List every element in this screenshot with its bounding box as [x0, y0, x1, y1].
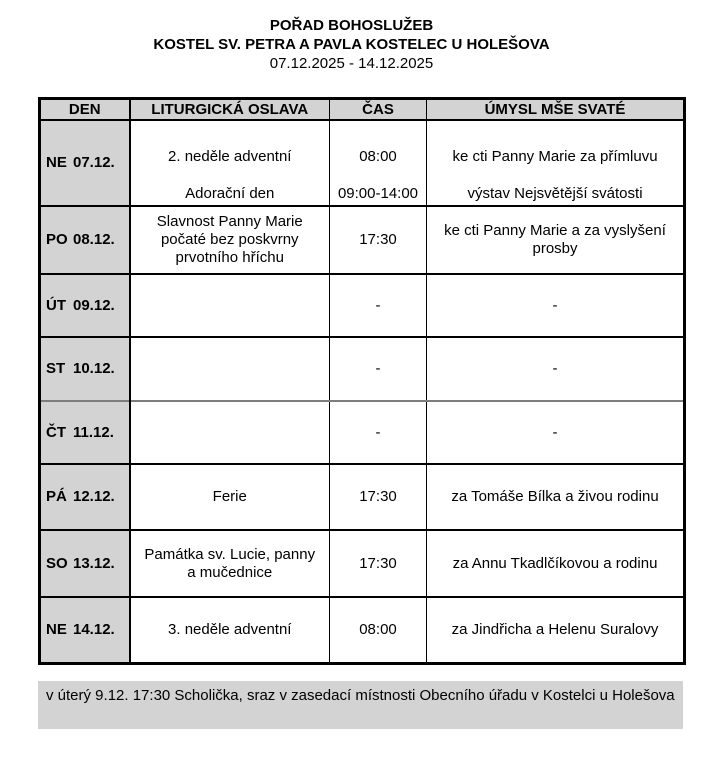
intention-cell: ke cti Panny Marie a za vyslyšení prosby: [427, 206, 685, 274]
table-row: [40, 120, 685, 206]
doc-date-range: 07.12.2025 - 14.12.2025: [269, 55, 434, 72]
intention-cell: za Annu Tkadlčíkovou a rodinu: [427, 530, 685, 597]
day-date: 10.12.: [73, 360, 115, 377]
celebration-cell: [130, 274, 330, 337]
day-abbr: NE: [46, 154, 67, 171]
intention-cell: za Jindřicha a Helenu Suralovy: [427, 597, 685, 663]
day-date: 11.12.: [73, 423, 114, 441]
day-date: 13.12.: [73, 554, 115, 572]
day-cell: [40, 337, 130, 401]
day-abbr: ÚT: [46, 296, 66, 314]
table-row: [40, 206, 685, 274]
day-cell: [40, 597, 130, 663]
intention-line-1: ke cti Panny Marie za přímluvu: [452, 148, 658, 165]
day-abbr: PÁ: [46, 488, 67, 505]
time-cell: 17:30: [330, 206, 427, 274]
celebration-cell: 3. neděle adventní: [130, 597, 330, 663]
column-header-cas: ČAS: [330, 99, 427, 121]
celebration-line-1: 2. neděle adventní: [168, 148, 292, 165]
day-cell: [40, 530, 130, 597]
intention-line-2: výstav Nejsvětější svátosti: [467, 185, 643, 202]
time-cell: -: [330, 274, 427, 337]
day-date: 14.12.: [73, 620, 115, 638]
schedule-table: [38, 97, 686, 665]
celebration-cell: Slavnost Panny Marie počaté bez poskvrny prvotního hříchu: [130, 206, 330, 274]
doc-subtitle: KOSTEL SV. PETRA A PAVLA KOSTELEC U HOLEŠOVA: [153, 36, 550, 53]
day-date: 09.12.: [73, 296, 115, 314]
time-cell: [330, 120, 427, 206]
celebration-cell: [130, 337, 330, 401]
table-row: [40, 274, 685, 337]
doc-title: POŘAD BOHOSLUŽEB: [269, 17, 434, 34]
column-header-umysl-mse-svate: ÚMYSL MŠE SVATÉ: [427, 99, 685, 121]
day-date: 08.12.: [73, 231, 115, 248]
time-cell: -: [330, 337, 427, 401]
day-cell: [40, 206, 130, 274]
column-header-liturgicka-oslava: LITURGICKÁ OSLAVA: [130, 99, 330, 121]
celebration-cell: [130, 401, 330, 464]
celebration-line-2: Adorační den: [185, 185, 275, 202]
celebration-cell: [130, 120, 330, 206]
day-abbr: ST: [46, 360, 66, 377]
time-cell: 08:00: [330, 597, 427, 663]
day-abbr: ČT: [46, 423, 66, 441]
intention-cell: -: [427, 337, 685, 401]
table-row: [40, 530, 685, 597]
table-row: [40, 401, 685, 464]
day-cell: [40, 401, 130, 464]
table-row: [40, 337, 685, 401]
day-abbr: SO: [46, 554, 68, 572]
celebration-cell: Památka sv. Lucie, panny a mučednice: [130, 530, 330, 597]
intention-cell: [427, 120, 685, 206]
time-cell: 17:30: [330, 464, 427, 530]
table-row: [40, 464, 685, 530]
day-date: 07.12.: [73, 154, 115, 171]
intention-cell: -: [427, 401, 685, 464]
day-cell: [40, 120, 130, 206]
time-cell: -: [330, 401, 427, 464]
time-cell: 17:30: [330, 530, 427, 597]
day-abbr: PO: [46, 231, 68, 248]
column-header-den: DEN: [40, 99, 130, 121]
time-line-2: 09:00-14:00: [337, 185, 419, 202]
table-row: [40, 597, 685, 663]
celebration-cell: Ferie: [130, 464, 330, 530]
day-cell: [40, 464, 130, 530]
day-date: 12.12.: [73, 488, 115, 505]
table-header-row: [40, 99, 685, 121]
document-header: [0, 0, 703, 73]
footer-note: v úterý 9.12. 17:30 Scholička, sraz v zasedací místnosti Obecního úřadu v Kostelci u Holešova: [38, 681, 683, 729]
intention-cell: za Tomáše Bílka a živou rodinu: [427, 464, 685, 530]
day-abbr: NE: [46, 620, 67, 638]
intention-cell: -: [427, 274, 685, 337]
day-cell: [40, 274, 130, 337]
time-line-1: 08:00: [359, 148, 397, 165]
